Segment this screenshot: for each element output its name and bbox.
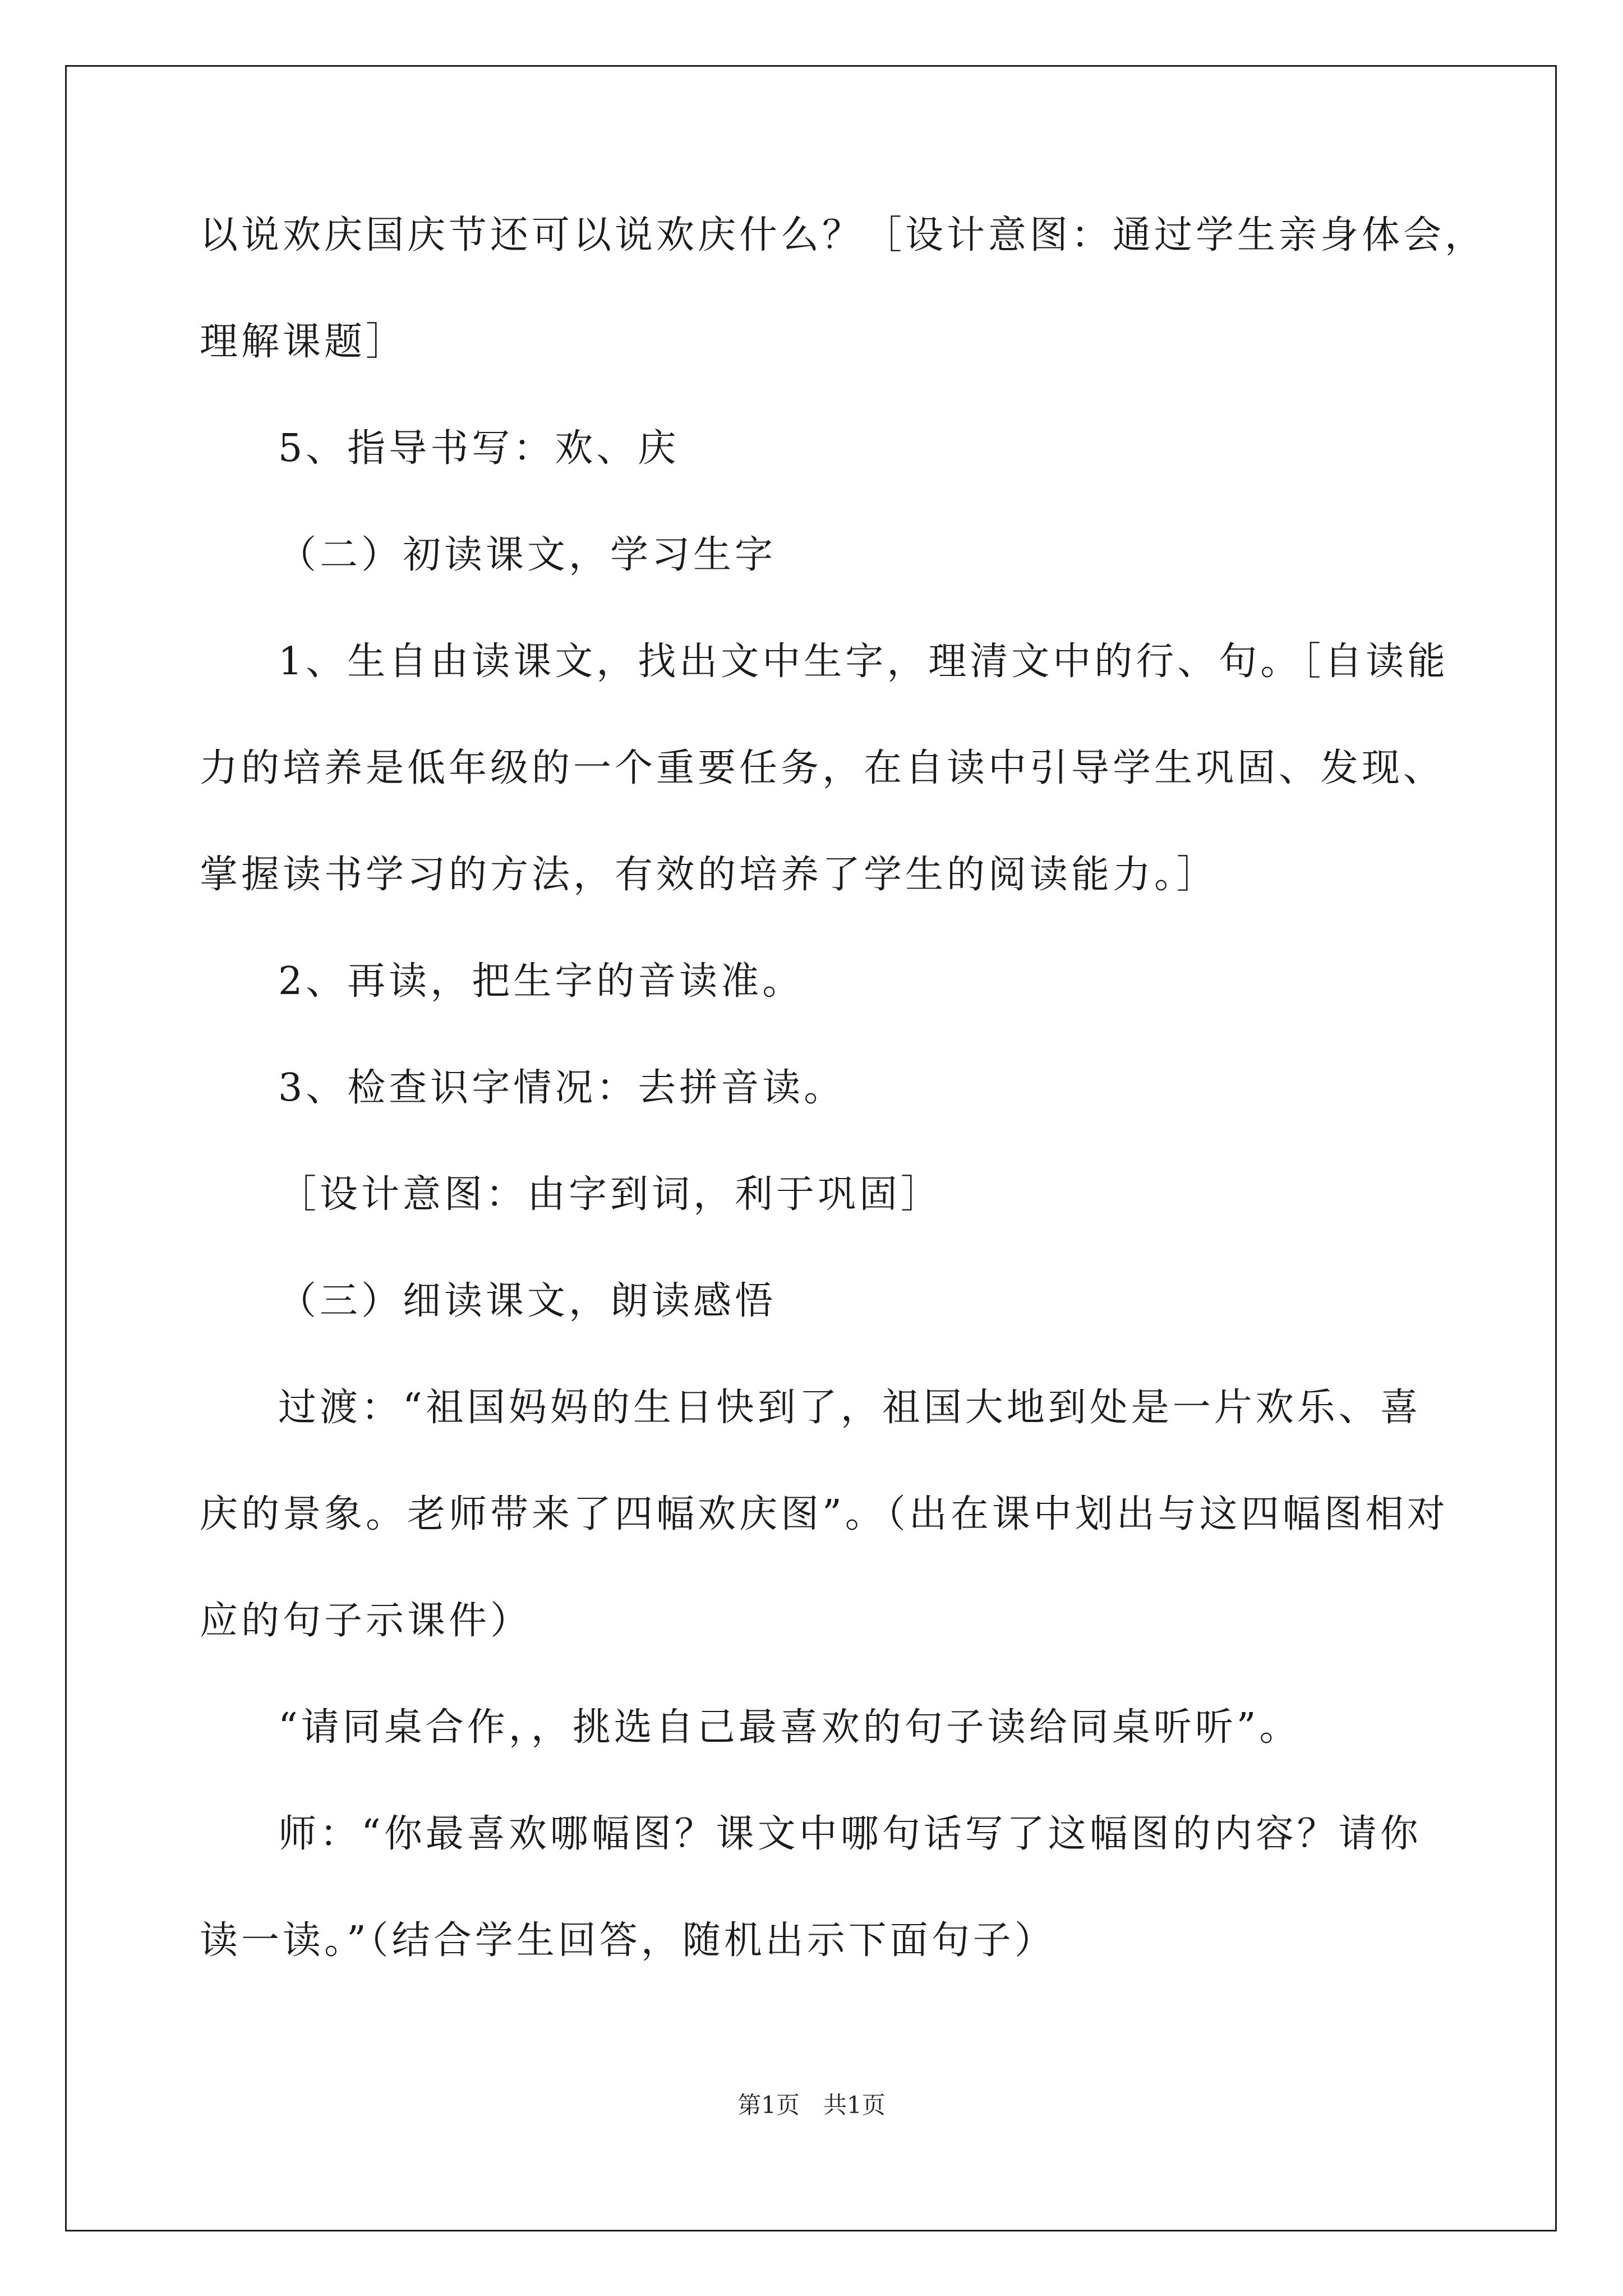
text-line-1: 以说欢庆国庆节还可以说欢庆什么？［设计意图：通过学生亲身体会，: [200, 213, 1487, 257]
text-line-16: 师：“你最喜欢哪幅图？课文中哪句话写了这幅图的内容？请你: [278, 1812, 1422, 1856]
page-border: [65, 65, 1557, 2231]
page-number-footer: 第1页 共1页: [737, 2091, 886, 2119]
text-line-14: 应的句子示课件）: [200, 1599, 532, 1643]
text-line-3: 5、指导书写：欢、庆: [278, 426, 680, 471]
section-heading-2: （二）初读课文，学习生字: [278, 533, 777, 577]
text-line-8: 2、再读，把生字的音读准。: [278, 959, 804, 1004]
text-line-10: ［设计意图：由字到词，利于巩固］: [278, 1172, 943, 1217]
text-line-2: 理解课题］: [200, 320, 408, 364]
section-heading-3: （三）细读课文，朗读感悟: [278, 1279, 777, 1323]
text-line-13: 庆的景象。老师带来了四幅欢庆图”。（出在课中划出与这四幅图相对: [200, 1492, 1449, 1536]
text-line-9: 3、检查识字情况：去拼音读。: [278, 1066, 846, 1110]
text-line-12: 过渡：“祖国妈妈的生日快到了，祖国大地到处是一片欢乐、喜: [278, 1386, 1422, 1430]
text-line-6: 力的培养是低年级的一个重要任务，在自读中引导学生巩固、发现、: [200, 746, 1445, 790]
text-line-5: 1、生自由读课文，找出文中生字，理清文中的行、句。［自读能: [278, 639, 1449, 684]
text-line-7: 掌握读书学习的方法，有效的培养了学生的阅读能力。］: [200, 853, 1219, 897]
text-line-15: “请同桌合作，，挑选自己最喜欢的句子读给同桌听听”。: [278, 1705, 1301, 1750]
text-line-17: 读一读。”（结合学生回答，随机出示下面句子）: [200, 1918, 1056, 1963]
